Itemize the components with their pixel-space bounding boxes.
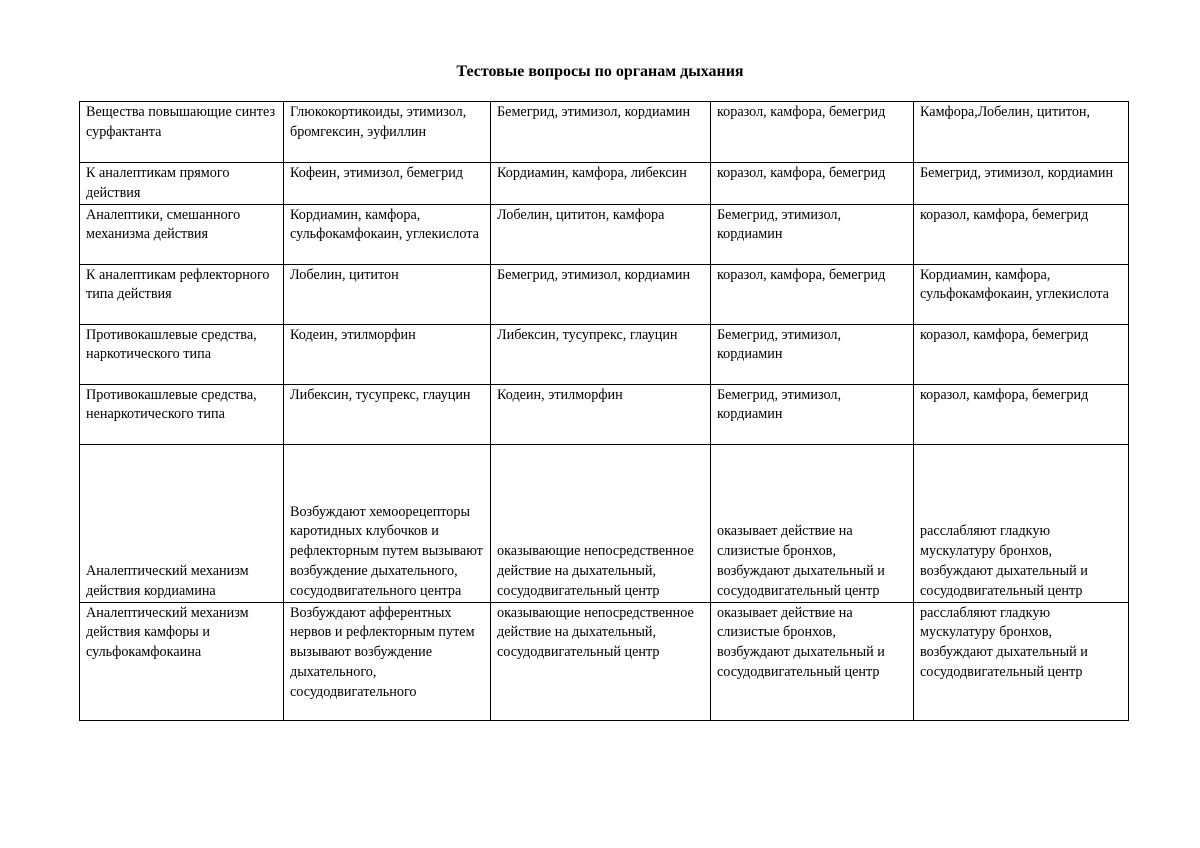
answer-cell: оказывающие непосредственное действие на дыхательный, сосудодвигательный центр [491,602,711,720]
answer-cell: Кодеин, этилморфин [284,324,491,384]
answer-cell: Кофеин, этимизол, бемегрид [284,163,491,205]
table-row [80,324,1129,384]
answer-cell: расслабляют гладкую мускулатуру бронхов, возбуждают дыхательный и сосудодвигательный центр [914,444,1129,602]
question-cell: К аналептикам прямого действия [80,163,284,205]
answer-cell: оказывает действие на слизистые бронхов, возбуждают дыхательный и сосудодвигательный центр [711,444,914,602]
answer-cell: Кордиамин, камфора, сульфокамфокаин, углекислота [284,204,491,264]
question-cell: Вещества повышающие синтез сурфактанта [80,102,284,163]
table-row [80,264,1129,324]
document-title: Тестовые вопросы по органам дыхания [456,63,744,80]
answer-cell: Бемегрид, этимизол, кордиамин [711,384,914,444]
answer-cell: Либексин, тусупрекс, глауцин [491,324,711,384]
answer-cell: коразол, камфора, бемегрид [711,102,914,163]
answer-cell: Кордиамин, камфора, либексин [491,163,711,205]
question-cell: Аналептики, смешанного механизма действия [80,204,284,264]
answer-cell: Бемегрид, этимизол, кордиамин [711,324,914,384]
answer-cell: коразол, камфора, бемегрид [914,324,1129,384]
table-row [80,163,1129,205]
question-cell: Противокашлевые средства, ненаркотического типа [80,384,284,444]
question-cell: Аналептический механизм действия кордиамина [80,444,284,602]
quiz-table [79,101,1129,721]
table-row [80,384,1129,444]
question-cell: К аналептикам рефлекторного типа действия [80,264,284,324]
answer-cell: коразол, камфора, бемегрид [914,204,1129,264]
question-cell: Противокашлевые средства, наркотического типа [80,324,284,384]
answer-cell: оказывает действие на слизистые бронхов, возбуждают дыхательный и сосудодвигательный центр [711,602,914,720]
answer-cell: Бемегрид, этимизол, кордиамин [711,204,914,264]
answer-cell: коразол, камфора, бемегрид [914,384,1129,444]
answer-cell: Бемегрид, этимизол, кордиамин [914,163,1129,205]
answer-cell: оказывающие непосредственное действие на дыхательный, сосудодвигательный центр [491,444,711,602]
answer-cell: Либексин, тусупрекс, глауцин [284,384,491,444]
table-row [80,602,1129,720]
answer-cell: коразол, камфора, бемегрид [711,163,914,205]
answer-cell: коразол, камфора, бемегрид [711,264,914,324]
answer-cell: Бемегрид, этимизол, кордиамин [491,264,711,324]
answer-cell: Возбуждают хемоорецепторы каротидных клубочков и рефлекторным путем вызывают возбуждение дыхательного, сосудодвигательного центра [284,444,491,602]
table-row [80,444,1129,602]
table-row [80,204,1129,264]
answer-cell: Возбуждают афферентных нервов и рефлекторным путем вызывают возбуждение дыхательного, сосудодвигательного [284,602,491,720]
answer-cell: расслабляют гладкую мускулатуру бронхов, возбуждают дыхательный и сосудодвигательный центр [914,602,1129,720]
answer-cell: Кордиамин, камфора, сульфокамфокаин, углекислота [914,264,1129,324]
answer-cell: Лобелин, цититон, камфора [491,204,711,264]
question-cell: Аналептический механизм действия камфоры и сульфокамфокаина [80,602,284,720]
table-row [80,102,1129,163]
answer-cell: Камфора,Лобелин, цититон, [914,102,1129,163]
answer-cell: Лобелин, цититон [284,264,491,324]
answer-cell: Кодеин, этилморфин [491,384,711,444]
answer-cell: Глюкокортикоиды, этимизол, бромгексин, эуфиллин [284,102,491,163]
answer-cell: Бемегрид, этимизол, кордиамин [491,102,711,163]
